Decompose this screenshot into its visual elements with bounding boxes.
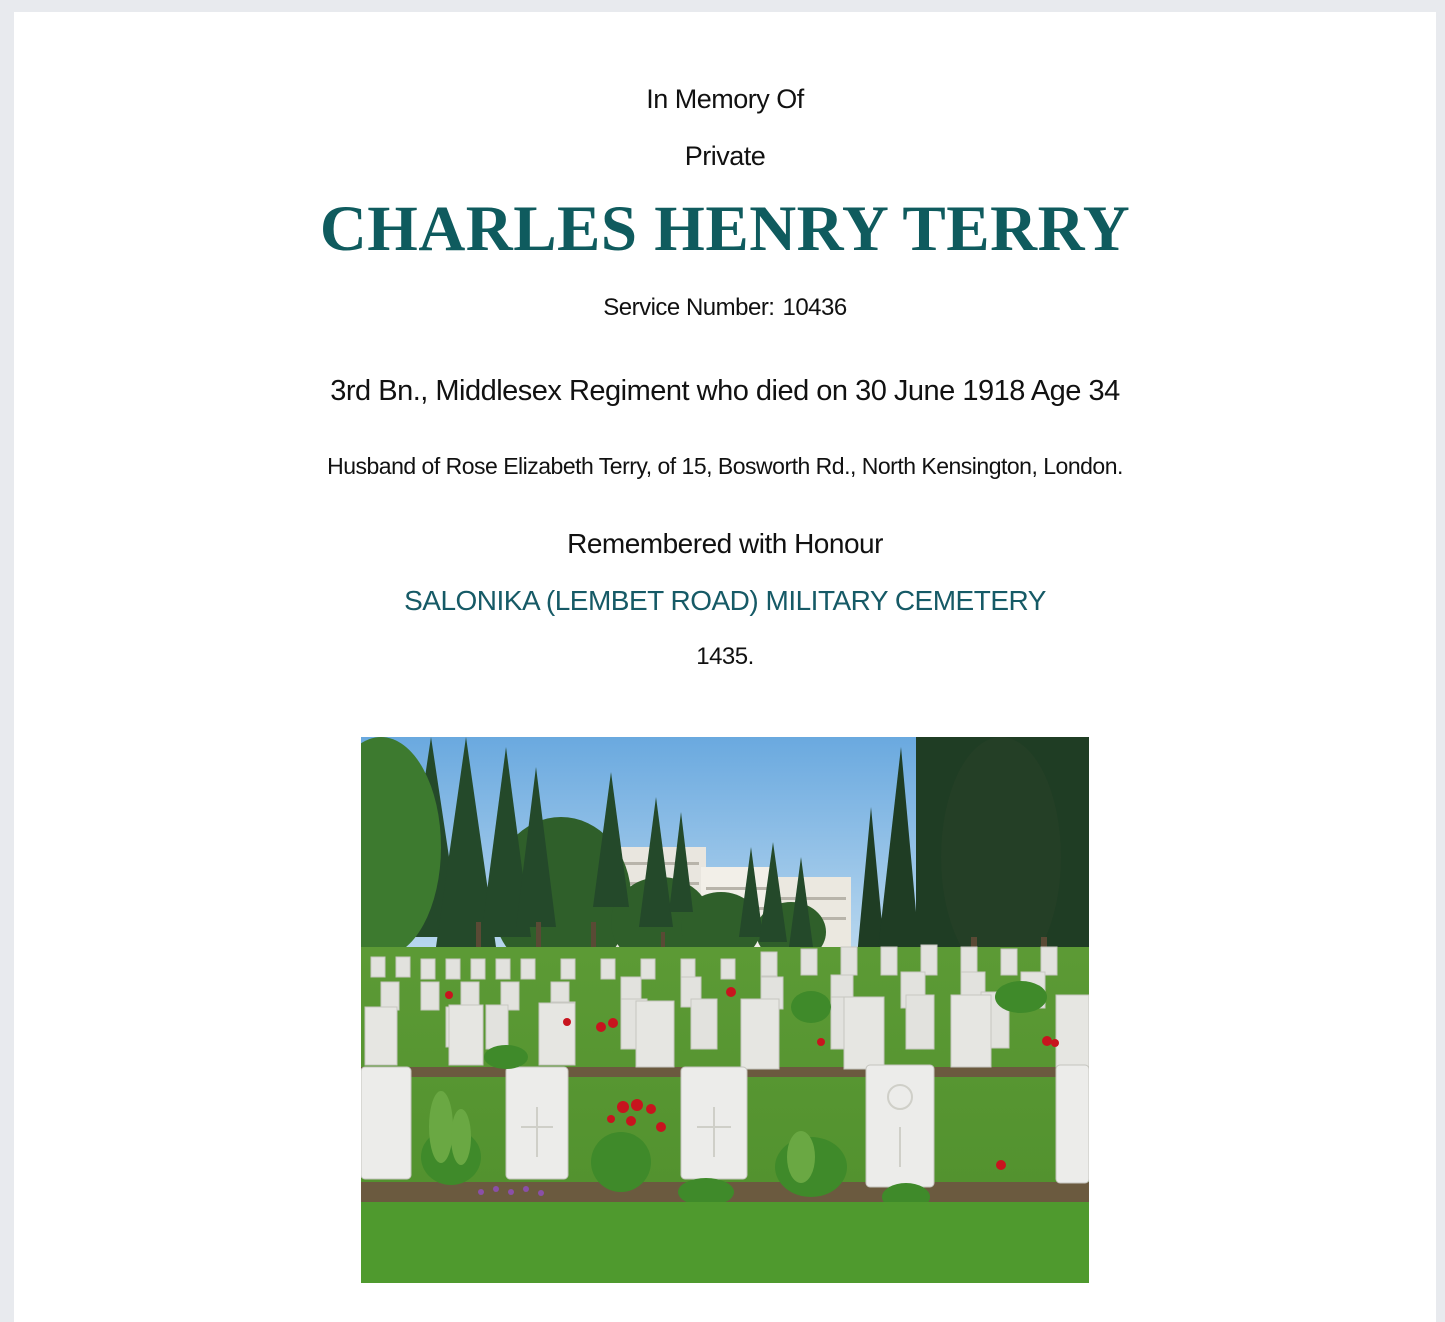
service-number-label: Service Number:	[603, 294, 775, 321]
family-line: Husband of Rose Elizabeth Terry, of 15, Bosworth Rd., North Kensington, London.	[327, 453, 1123, 479]
rank-text: Private	[684, 141, 766, 171]
unit-and-death-line: 3rd Bn., Middlesex Regiment who died on 30 June 1918 Age 34	[330, 375, 1120, 407]
honour-line: Remembered with Honour	[567, 528, 883, 559]
cemetery-name: SALONIKA (LEMBET ROAD) MILITARY CEMETERY	[404, 585, 1046, 616]
service-number-line	[14, 294, 1436, 322]
certificate-page	[14, 12, 1436, 1322]
grave-reference: 1435.	[696, 643, 754, 670]
cemetery-photo	[361, 737, 1089, 1283]
intro-text: In Memory Of	[646, 84, 804, 114]
soldier-name: CHARLES HENRY TERRY	[319, 193, 1131, 265]
service-number-value: 10436	[782, 294, 847, 321]
